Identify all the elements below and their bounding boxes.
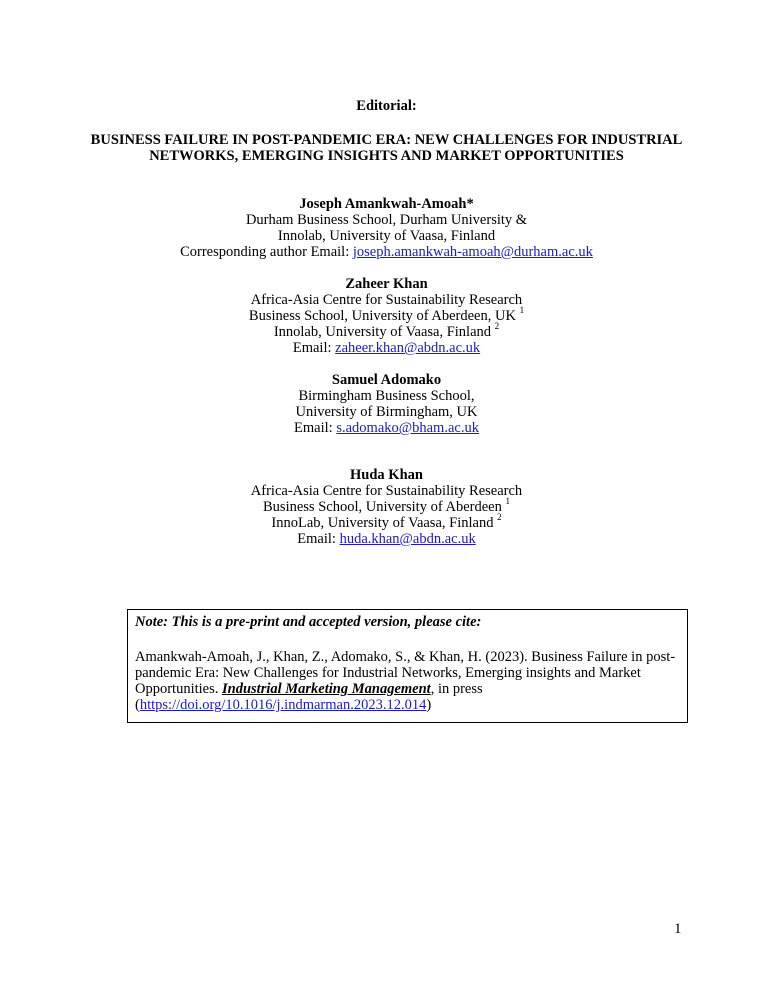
citation-text [135,649,681,713]
author-block-3 [0,372,773,436]
author-email-line [0,340,773,356]
author-affiliation: Birmingham Business School, [298,388,475,404]
citation-line: pandemic Era: New Challenges for Industrial Networks, Emerging insights and Market [135,665,641,681]
author-affiliation: Africa-Asia Centre for Sustainability Research [250,483,523,499]
note-heading: Note: This is a pre-print and accepted version, please cite: [135,614,482,630]
author-affiliation: Africa-Asia Centre for Sustainability Research [250,292,523,308]
author-affiliation [0,512,773,531]
author-name: Zaheer Khan [345,276,428,292]
author-block-4 [0,467,773,547]
email-link[interactable]: s.adomako@bham.ac.uk [336,420,479,436]
affiliation-text: Innolab, University of Vaasa, Finland [273,324,492,340]
author-affiliation [0,305,773,324]
email-prefix: Email: [292,340,336,356]
email-prefix: Email: [294,420,337,436]
author-block-2 [0,276,773,356]
doi-link[interactable]: https://doi.org/10.1016/j.indmarman.2023.12.014 [139,697,427,713]
email-link[interactable]: zaheer.khan@abdn.ac.uk [335,340,481,356]
affiliation-superscript: 1 [519,305,525,316]
doi-close-paren: ) [426,697,432,713]
author-name: Huda Khan [350,467,423,483]
document-title [0,132,773,164]
affiliation-superscript: 2 [497,512,502,523]
email-link[interactable]: joseph.amankwah-amoah@durham.ac.uk [352,244,593,260]
author-name: Joseph Amankwah-Amoah* [299,196,474,212]
title-line-2: NETWORKS, EMERGING INSIGHTS AND MARKET OPPORTUNITIES [149,148,624,164]
citation-line [135,681,681,697]
affiliation-text: InnoLab, University of Vaasa, Finland [271,515,494,531]
email-prefix: Email: [297,531,340,547]
author-affiliation: Durham Business School, Durham University & [245,212,528,228]
author-affiliation: University of Birmingham, UK [295,404,478,420]
citation-line: Amankwah-Amoah, J., Khan, Z., Adomako, S., & Khan, H. (2023). Business Failure in post- [135,649,676,665]
doi-line [135,697,681,713]
journal-name: Industrial Marketing Management [222,681,431,697]
author-name: Samuel Adomako [331,372,442,388]
author-affiliation: Innolab, University of Vaasa, Finland [277,228,496,244]
page-number: 1 [674,921,682,937]
document-label: Editorial: [356,98,417,114]
author-affiliation [0,496,773,515]
citation-text-pre: Opportunities. [135,681,222,697]
author-block-1 [0,196,773,260]
author-affiliation [0,321,773,340]
title-line-1: BUSINESS FAILURE IN POST-PANDEMIC ERA: NEW CHALLENGES FOR INDUSTRIAL [90,132,683,148]
author-email-line [0,531,773,547]
affiliation-superscript: 1 [505,496,510,507]
citation-text-post: , in press [430,681,483,697]
email-link[interactable]: huda.khan@abdn.ac.uk [339,531,476,547]
affiliation-superscript: 2 [494,321,500,332]
doi-open-paren: ( [135,697,140,713]
citation-note-box [127,609,688,723]
email-prefix: Corresponding author Email: [180,244,353,260]
author-email-line [0,244,773,260]
affiliation-text: Business School, University of Aberdeen [263,499,502,515]
author-email-line [0,420,773,436]
affiliation-text: Business School, University of Aberdeen, UK [248,308,516,324]
